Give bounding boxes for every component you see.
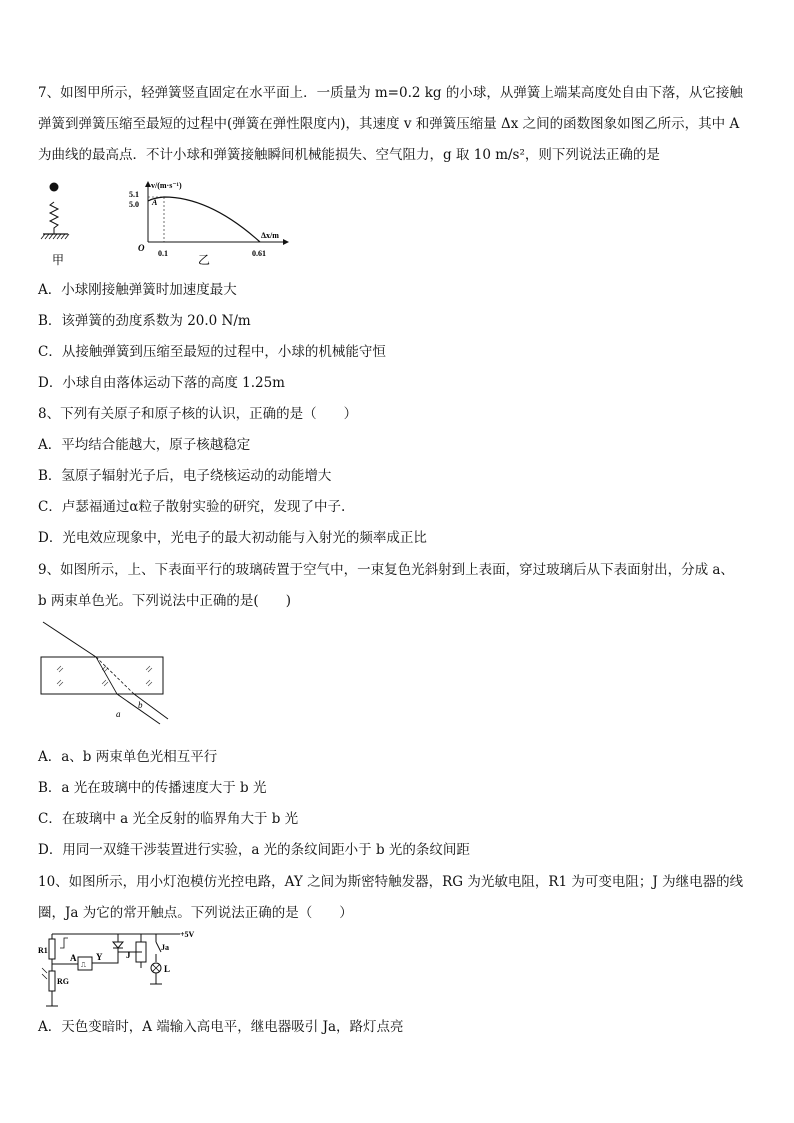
q8-option-c: C．卢瑟福通过α粒子散射实验的研究，发现了中子.: [38, 499, 346, 515]
figure-jia-label: 甲: [52, 253, 65, 267]
label-ja: Ja: [161, 943, 169, 952]
ball-icon: [50, 183, 59, 192]
spring-icon: [50, 202, 58, 234]
q10-stem-line-2: 圈，Ja 为它的常开触点。下列说法正确的是（ ）: [38, 905, 353, 921]
q7-stem-line-3: 为曲线的最高点．不计小球和弹簧接触瞬间机械能损失、空气阻力，g 取 10 m/s²，则下列说法正确的是: [38, 147, 660, 163]
graph-y-tick-5-1: 5.1: [129, 190, 139, 199]
glass-slab-icon: [41, 657, 163, 694]
graph-x-tick-0-1: 0.1: [158, 249, 168, 258]
graph-ylabel: v/(m·s⁻¹): [151, 181, 182, 190]
q10-option-a: A．天色变暗时，A 端输入高电平，继电器吸引 Ja，路灯点亮: [38, 1019, 404, 1035]
q9-option-a: A．a、b 两束单色光相互平行: [38, 749, 218, 765]
label-a-terminal: A: [70, 953, 77, 963]
graph-x-tick-0-61: 0.61: [252, 249, 266, 258]
q7-option-c: C．从接触弹簧到压缩至最短的过程中，小球的机械能守恒: [38, 344, 386, 360]
q8-option-a: A．平均结合能越大，原子核越稳定: [38, 437, 251, 453]
label-5v: +5V: [180, 930, 195, 939]
figure-light-control-circuit: [38, 928, 198, 1012]
label-l: L: [164, 964, 171, 974]
q7-option-a: A．小球刚接触弹簧时加速度最大: [38, 282, 237, 298]
q9-stem-line-2: b 两束单色光。下列说法中正确的是( ): [38, 593, 291, 609]
label-b: b: [138, 700, 143, 710]
label-y-terminal: Y: [96, 952, 103, 962]
graph-y-tick-5-0: 5.0: [129, 200, 139, 209]
q8-stem: 8、下列有关原子和原子核的认识，正确的是（ ）: [38, 406, 358, 422]
q8-option-d: D．光电效应现象中，光电子的最大初动能与入射光的频率成正比: [38, 530, 427, 546]
label-a: a: [116, 709, 121, 719]
svg-text:⎍: ⎍: [81, 961, 86, 969]
label-r1: R1: [38, 946, 48, 955]
glass-hatch-icon: [57, 666, 152, 686]
diode-icon: [113, 942, 123, 948]
graph-origin: O: [138, 243, 145, 253]
figure-yi-label: 乙: [198, 253, 211, 267]
ground-hatch-icon: [41, 234, 69, 239]
q7-option-d: D．小球自由落体运动下落的高度 1.25m: [38, 375, 285, 391]
velocity-curve: [148, 197, 260, 242]
q10-stem-line-1: 10、如图所示，用小灯泡模仿光控电路，AY 之间为斯密特触发器，RG 为光敏电阻，R1 为可变电阻；J 为继电器的线: [38, 874, 744, 890]
q9-stem-line-1: 9、如图所示，上、下表面平行的玻璃砖置于空气中，一束复色光斜射到上表面，穿过玻璃后从下表面射出，分成 a、: [38, 562, 734, 578]
graph-point-a: A: [152, 198, 158, 207]
figure-yi-graph: [120, 178, 300, 270]
ray-b-in-glass: [96, 657, 134, 694]
rg-photoresistor-icon: [49, 971, 55, 991]
label-j: J: [126, 950, 131, 960]
q7-option-b: B．该弹簧的劲度系数为 20.0 N/m: [38, 313, 251, 329]
incident-ray: [43, 622, 96, 657]
label-rg: RG: [57, 977, 69, 986]
q8-option-b: B．氢原子辐射光子后，电子绕核运动的动能增大: [38, 468, 332, 484]
figure-glass-slab: [38, 618, 170, 730]
figure-jia-ball-spring: [38, 178, 88, 270]
q7-stem-line-1: 7、如图甲所示，轻弹簧竖直固定在水平面上．一质量为 m=0.2 kg 的小球，从弹簧上端某高度处自由下落，从它接触: [38, 85, 743, 101]
graph-xlabel: Δx/m: [261, 231, 279, 240]
q9-option-c: C．在玻璃中 a 光全反射的临界角大于 b 光: [38, 811, 299, 827]
q7-stem-line-2: 弹簧到弹簧压缩至最短的过程中(弹簧在弹性限度内)，其速度 v 和弹簧压缩量 Δx 之间的函数图象如图乙所示，其中 A: [38, 116, 740, 132]
q9-option-b: B．a 光在玻璃中的传播速度大于 b 光: [38, 780, 267, 796]
q9-option-d: D．用同一双缝干涉装置进行实验，a 光的条纹间距小于 b 光的条纹间距: [38, 842, 470, 858]
r1-resistor-icon: [49, 939, 55, 959]
ray-a-in-glass: [96, 657, 117, 694]
